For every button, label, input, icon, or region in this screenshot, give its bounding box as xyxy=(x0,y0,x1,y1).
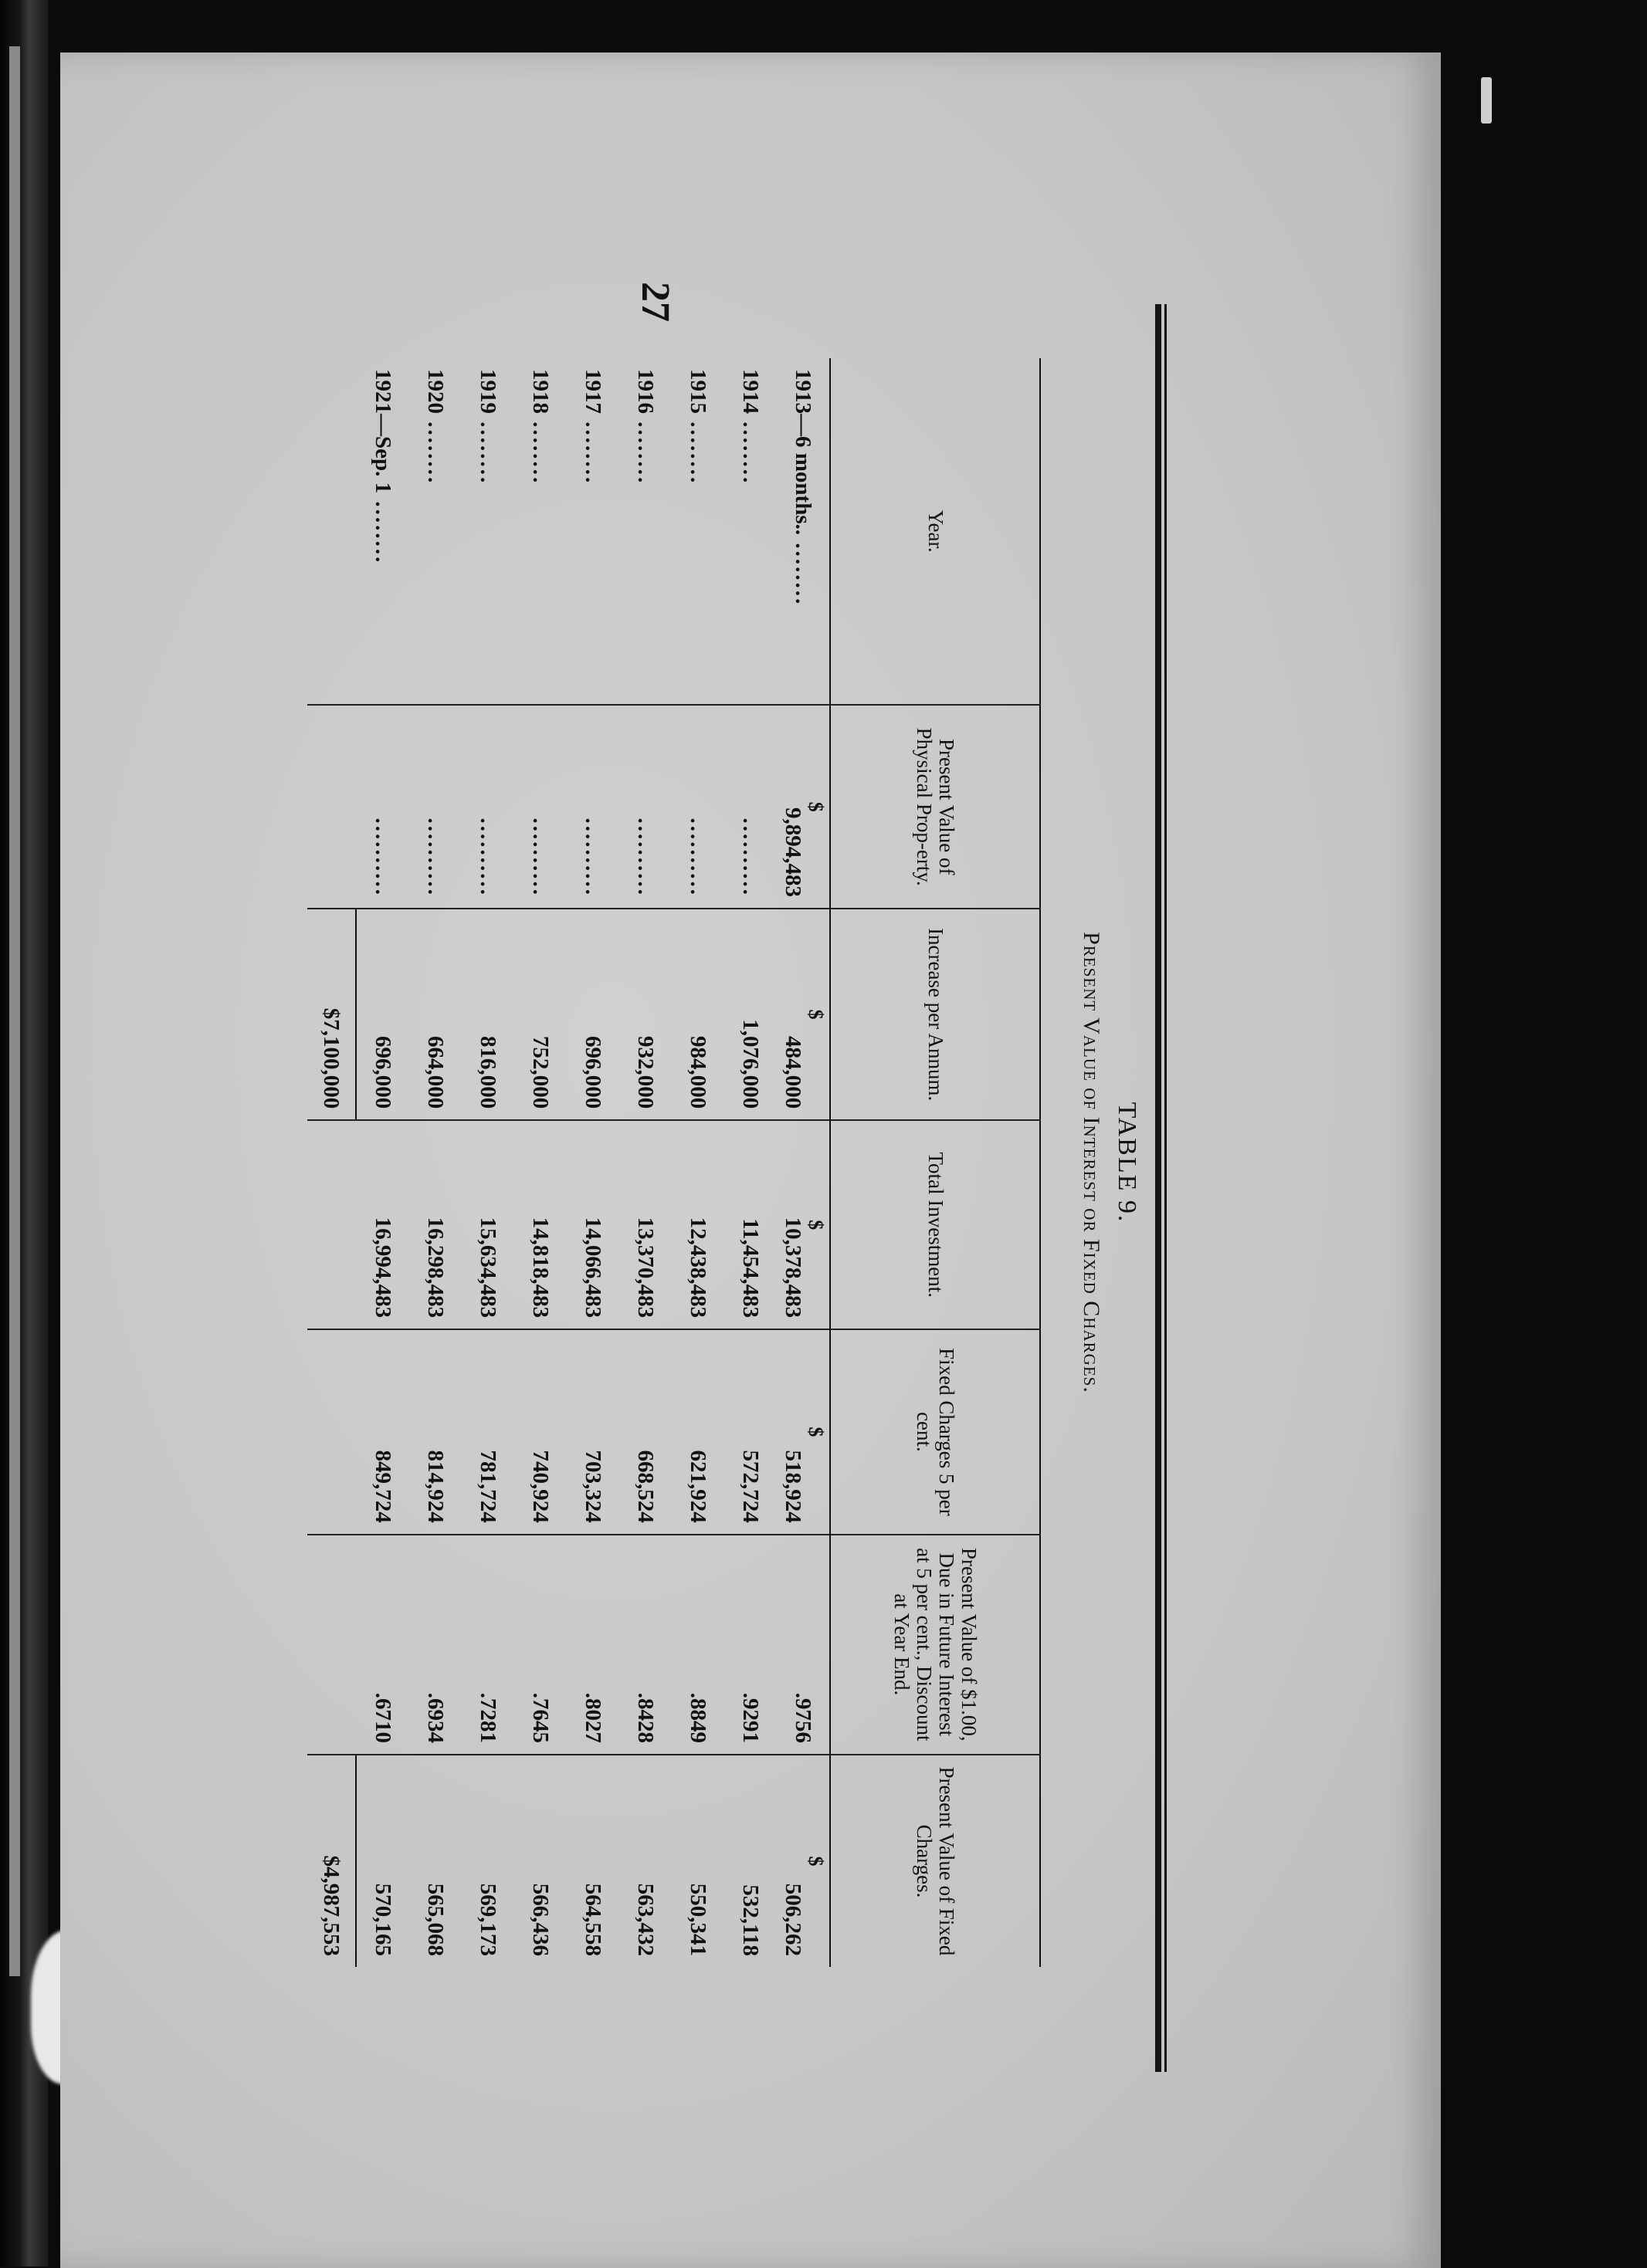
discount-factor-cell xyxy=(777,1535,830,1755)
discount-factor-cell xyxy=(619,1535,672,1755)
present-value-cell xyxy=(409,1755,462,1967)
header-present-value-property: Present Value of Physical Prop-erty. xyxy=(830,705,1040,909)
increase-cell-value: 984,000 xyxy=(686,1036,711,1109)
year-cell-value: 1916 xyxy=(633,369,659,414)
empty-total-cell xyxy=(307,1120,356,1329)
discount-factor-cell-value: .7645 xyxy=(528,1692,554,1743)
present-value-cell xyxy=(356,1755,409,1967)
increase-cell xyxy=(619,909,672,1120)
present-value-cell xyxy=(462,1755,514,1967)
discount-factor-cell xyxy=(356,1535,409,1755)
present-value-cell-value: 550,341 xyxy=(686,1883,711,1956)
increase-cell xyxy=(356,909,409,1120)
table-row xyxy=(462,358,514,1967)
year-cell-value: 1919 xyxy=(476,369,501,414)
discount-factor-cell xyxy=(672,1535,724,1755)
total-investment-cell xyxy=(514,1120,567,1329)
fixed-charges-cell-value: 740,924 xyxy=(528,1450,554,1523)
fixed-charges-cell xyxy=(567,1329,619,1535)
leader-dots: .......... xyxy=(528,817,554,898)
total-investment-cell xyxy=(777,1120,830,1329)
leader-dots: ........ xyxy=(581,414,606,486)
property-cell xyxy=(567,705,619,909)
rotated-table xyxy=(253,358,1149,1967)
fixed-charges-cell-value: 781,724 xyxy=(476,1450,501,1523)
table-title: TABLE 9. xyxy=(1113,1102,1141,1224)
increase-cell-value: 752,000 xyxy=(528,1036,554,1109)
leader-dots: .......... xyxy=(476,817,501,898)
present-value-cell-value: 569,173 xyxy=(476,1883,501,1956)
fixed-charges-cell-value: 621,924 xyxy=(686,1450,711,1523)
increase-cell-value: 1,076,000 xyxy=(738,1019,764,1109)
leader-dots: .......... xyxy=(633,817,659,898)
discount-factor-cell-value: .9291 xyxy=(738,1692,764,1743)
total-investment-cell xyxy=(619,1120,672,1329)
empty-total-cell xyxy=(307,705,356,909)
table-row xyxy=(356,358,409,1967)
present-value-cell-value: 566,436 xyxy=(528,1883,554,1956)
year-cell xyxy=(514,358,567,705)
scan-edge-highlight xyxy=(9,46,20,1976)
leader-dots: ........ xyxy=(738,414,764,486)
discount-factor-cell-value: .6934 xyxy=(423,1692,449,1743)
fixed-charges-cell-value: 814,924 xyxy=(423,1450,449,1523)
discount-factor-cell xyxy=(462,1535,514,1755)
leader-dots: ........ xyxy=(633,414,659,486)
table-row xyxy=(777,358,830,1967)
dollar-sign: $ xyxy=(805,1427,828,1437)
property-cell xyxy=(619,705,672,909)
property-cell-value: 9,894,483 xyxy=(781,807,806,898)
increase-cell-value: 664,000 xyxy=(423,1036,449,1109)
total-investment-cell xyxy=(567,1120,619,1329)
leader-dots: .......... xyxy=(371,817,395,898)
fixed-charges-cell xyxy=(724,1329,777,1535)
increase-cell xyxy=(409,909,462,1120)
total-investment-cell-value: 16,298,483 xyxy=(423,1217,449,1318)
property-cell xyxy=(777,705,830,909)
increase-cell xyxy=(777,909,830,1120)
total-investment-cell-value: 12,438,483 xyxy=(686,1217,711,1318)
scan-left-edge xyxy=(0,0,48,2266)
increase-cell xyxy=(462,909,514,1120)
discount-factor-cell xyxy=(409,1535,462,1755)
total-investment-cell-value: 10,378,483 xyxy=(781,1217,806,1318)
total-investment-cell-value: 16,994,483 xyxy=(371,1217,395,1318)
scan-right-mark xyxy=(1481,77,1492,124)
leader-dots: ........ xyxy=(686,414,711,486)
present-value-cell-value: 570,165 xyxy=(371,1883,396,1956)
header-year: Year. xyxy=(830,358,1040,705)
total-investment-cell-value: 15,634,483 xyxy=(476,1217,501,1318)
total-investment-cell xyxy=(672,1120,724,1329)
fixed-charges-cell-value: 849,724 xyxy=(371,1450,395,1523)
present-value-cell xyxy=(619,1755,672,1967)
increase-cell-value: 932,000 xyxy=(633,1036,659,1109)
totals-row xyxy=(307,358,356,1967)
top-thin-rule xyxy=(1164,304,1167,2072)
table-body xyxy=(307,358,830,1967)
discount-factor-cell-value: .8027 xyxy=(581,1692,606,1743)
present-value-cell-value: 563,432 xyxy=(633,1883,659,1956)
leader-dots: ........ xyxy=(423,414,449,486)
property-cell xyxy=(672,705,724,909)
table-row xyxy=(567,358,619,1967)
fixed-charges-cell xyxy=(514,1329,567,1535)
empty-total-cell xyxy=(307,1329,356,1535)
discount-factor-cell-value: .6710 xyxy=(371,1692,395,1743)
table-row xyxy=(514,358,567,1967)
property-cell xyxy=(462,705,514,909)
total-investment-cell-value: 11,454,483 xyxy=(738,1218,764,1318)
increase-cell xyxy=(724,909,777,1120)
year-cell xyxy=(777,358,830,705)
fixed-charges-cell-value: 703,324 xyxy=(581,1450,606,1523)
year-cell-value: 1921—Sep. 1 xyxy=(371,369,395,494)
year-cell-value: 1918 xyxy=(528,369,554,414)
leader-dots: ........ xyxy=(528,414,554,486)
top-double-rule xyxy=(1155,304,1161,2072)
dollar-sign: $ xyxy=(805,1220,828,1230)
present-value-cell-value: 532,118 xyxy=(738,1884,764,1956)
discount-factor-cell-value: .9756 xyxy=(791,1692,816,1743)
total-increase: $7,100,000 xyxy=(307,909,356,1120)
header-increase: Increase per Annum. xyxy=(830,909,1040,1120)
header-present-value-fixed: Present Value of Fixed Charges. xyxy=(830,1755,1040,1967)
increase-cell xyxy=(514,909,567,1120)
header-discount-factor: Present Value of $1.00, Due in Future Interest at 5 per cent., Discount at Year End. xyxy=(830,1535,1040,1755)
discount-factor-cell xyxy=(724,1535,777,1755)
present-value-cell xyxy=(777,1755,830,1967)
page-number: 27 xyxy=(633,282,677,322)
discount-factor-cell-value: .8849 xyxy=(686,1692,711,1743)
present-value-cell xyxy=(672,1755,724,1967)
present-value-cell-value: 506,262 xyxy=(781,1883,806,1956)
empty-total-cell xyxy=(307,1535,356,1755)
fixed-charges-cell-value: 518,924 xyxy=(781,1450,806,1523)
discount-factor-cell-value: .8428 xyxy=(633,1692,659,1743)
table-row xyxy=(409,358,462,1967)
property-cell xyxy=(356,705,409,909)
leader-dots: .......... xyxy=(738,817,764,898)
header-fixed-charges: Fixed Charges 5 per cent. xyxy=(830,1329,1040,1535)
increase-cell xyxy=(567,909,619,1120)
present-value-cell xyxy=(514,1755,567,1967)
total-investment-cell-value: 13,370,483 xyxy=(633,1217,659,1318)
property-cell xyxy=(724,705,777,909)
leader-dots: .......... xyxy=(686,817,711,898)
table-subtitle: Present Value of Interest or Fixed Charges. xyxy=(1079,932,1104,1393)
total-investment-cell xyxy=(409,1120,462,1329)
property-cell xyxy=(514,705,567,909)
dollar-sign: $ xyxy=(805,1009,828,1020)
fixed-charges-cell xyxy=(356,1329,409,1535)
year-cell xyxy=(672,358,724,705)
total-investment-cell xyxy=(462,1120,514,1329)
year-cell xyxy=(356,358,409,705)
leader-dots: ........ xyxy=(791,535,816,607)
year-cell xyxy=(619,358,672,705)
fixed-charges-cell xyxy=(462,1329,514,1535)
increase-cell-value: 484,000 xyxy=(781,1036,806,1109)
leader-dots: ........ xyxy=(371,493,395,565)
leader-dots: ........ xyxy=(476,414,501,486)
fixed-charges-cell xyxy=(619,1329,672,1535)
dollar-sign: $ xyxy=(805,801,828,812)
increase-cell-value: 696,000 xyxy=(581,1036,606,1109)
table-row xyxy=(619,358,672,1967)
year-cell-value: 1914 xyxy=(738,369,764,414)
year-cell xyxy=(409,358,462,705)
header-total-investment: Total Investment. xyxy=(830,1120,1040,1329)
fixed-charges-cell xyxy=(672,1329,724,1535)
leader-dots: .......... xyxy=(423,817,449,898)
increase-cell xyxy=(672,909,724,1120)
year-cell-value: 1920 xyxy=(423,369,449,414)
present-value-cell-value: 565,068 xyxy=(423,1883,449,1956)
year-cell-value: 1915 xyxy=(686,369,711,414)
present-value-cell xyxy=(567,1755,619,1967)
fixed-charges-table xyxy=(307,358,1041,1967)
year-cell xyxy=(724,358,777,705)
increase-cell-value: 816,000 xyxy=(476,1036,501,1109)
year-cell-value: 1913—6 months.. xyxy=(791,369,816,536)
fixed-charges-cell xyxy=(409,1329,462,1535)
total-investment-cell xyxy=(356,1120,409,1329)
fixed-charges-cell xyxy=(777,1329,830,1535)
present-value-cell-value: 564,558 xyxy=(581,1883,606,1956)
discount-factor-cell xyxy=(514,1535,567,1755)
fixed-charges-cell-value: 668,524 xyxy=(633,1450,659,1523)
total-investment-cell xyxy=(724,1120,777,1329)
table-row xyxy=(672,358,724,1967)
discount-factor-cell-value: .7281 xyxy=(476,1692,501,1743)
property-cell xyxy=(409,705,462,909)
book-page xyxy=(60,52,1441,2268)
present-value-cell xyxy=(724,1755,777,1967)
empty-total-cell xyxy=(307,358,356,705)
discount-factor-cell xyxy=(567,1535,619,1755)
total-investment-cell-value: 14,066,483 xyxy=(581,1217,606,1318)
year-cell xyxy=(567,358,619,705)
dollar-sign: $ xyxy=(805,1856,828,1867)
total-investment-cell-value: 14,818,483 xyxy=(528,1217,554,1318)
year-cell-value: 1917 xyxy=(581,369,606,414)
table-row xyxy=(724,358,777,1967)
leader-dots: .......... xyxy=(581,817,606,898)
fixed-charges-cell-value: 572,724 xyxy=(738,1450,764,1523)
total-present-value: $4,987,553 xyxy=(307,1755,356,1967)
increase-cell-value: 696,000 xyxy=(371,1036,396,1109)
year-cell xyxy=(462,358,514,705)
